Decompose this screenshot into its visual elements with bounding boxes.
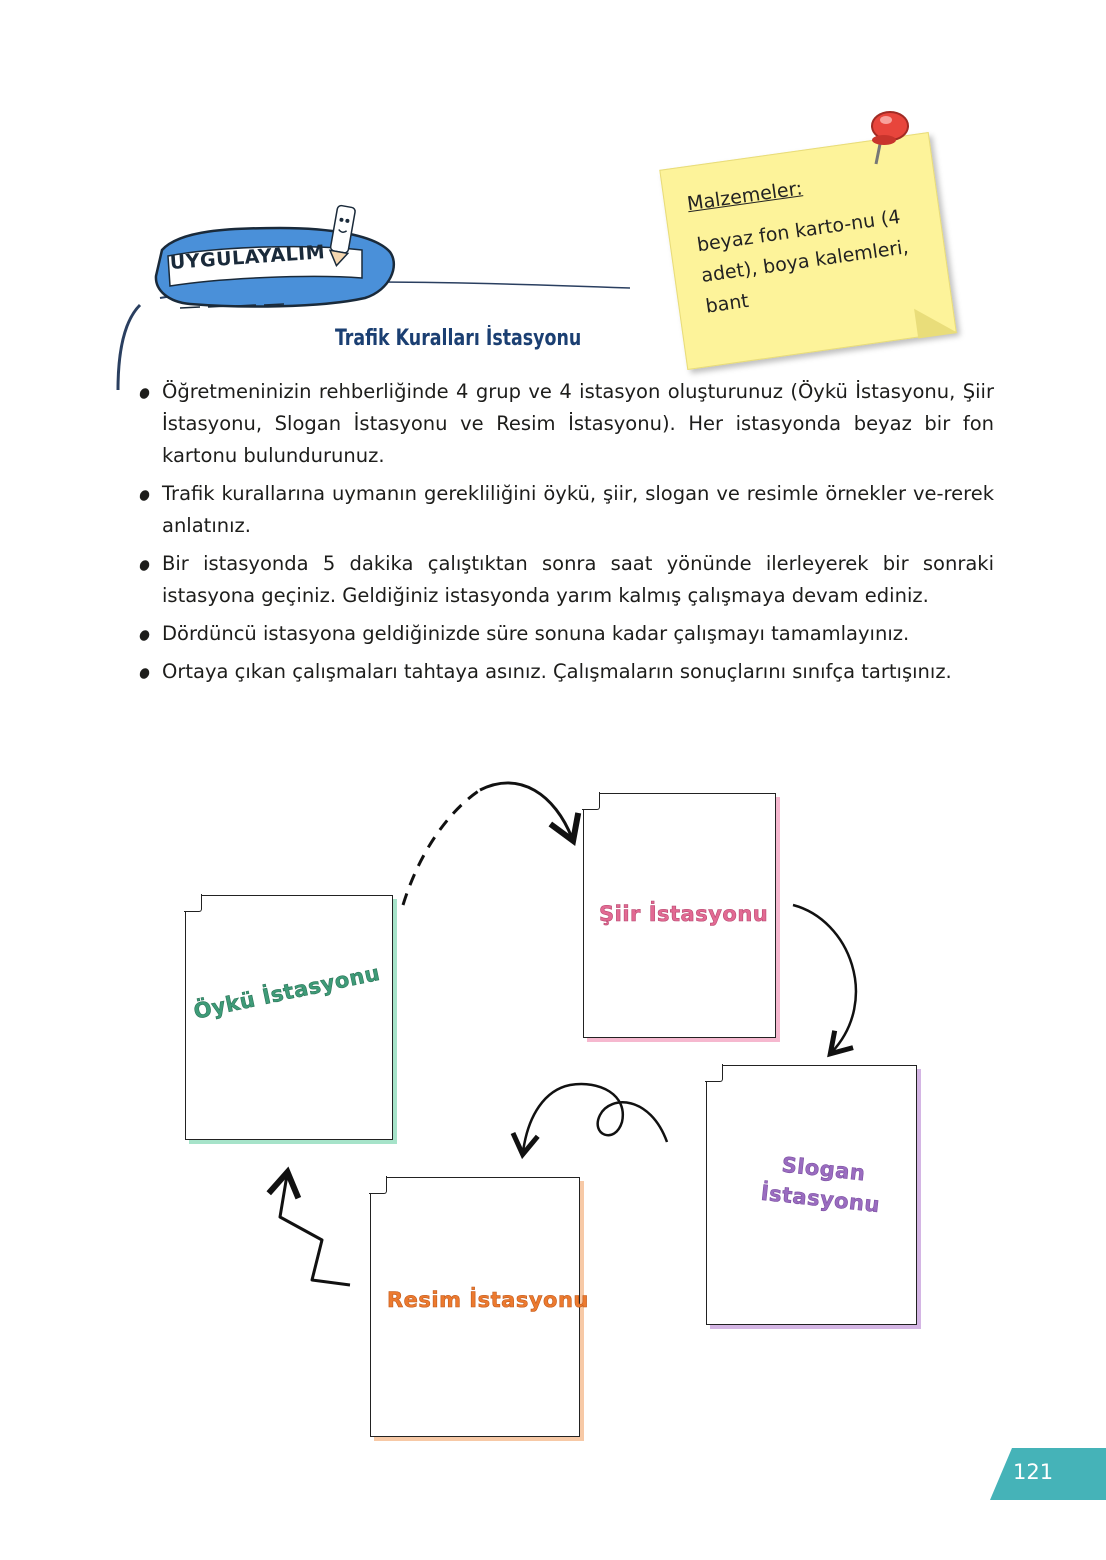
station-label-oyku: Öykü İstasyonu [191, 960, 383, 1024]
page-title: Trafik Kuralları İstasyonu [335, 326, 582, 351]
page-number: 121 [1013, 1460, 1054, 1484]
list-item: Trafik kurallarına uymanın gerekliliğini öykü, şiir, slogan ve resimle örnekler ve-rerek anlatınız. [138, 478, 994, 542]
station-card-resim [370, 1177, 589, 1437]
corner-fold [582, 792, 600, 810]
corner-fold [369, 1176, 387, 1194]
station-card-oyku [185, 895, 393, 1140]
list-item: Öğretmeninizin rehberliğinde 4 grup ve 4 istasyon oluşturunuz (Öykü İstasyonu, Şiir İstasyonu, Slogan İstasyonu ve Resim İstasyonu). Her istasyonda beyaz bir fon kartonu bulundurunuz. [138, 376, 994, 472]
station-card-slogan [706, 1065, 917, 1325]
station-label-siir: Şiir İstasyonu [599, 902, 769, 926]
materials-heading: Malzemeler: [685, 177, 804, 216]
materials-body: beyaz fon karto-nu (4 adet), boya kalemleri, bant [695, 205, 910, 318]
station-card-siir [583, 793, 776, 1038]
corner-fold [184, 894, 202, 912]
corner-fold [705, 1064, 723, 1082]
station-label-slogan: Slogan İstasyonu [759, 1152, 882, 1218]
banner-label: UYGULAYALIM [169, 241, 326, 274]
list-item: Dördüncü istasyona geldiğinizde süre sonuna kadar çalışmayı tamamlayınız. [138, 618, 994, 650]
list-item: Bir istasyonda 5 dakika çalıştıktan sonra saat yönünde ilerleyerek bir sonraki istasyona geçiniz. Geldiğiniz istasyonda yarım kalmış çalışmaya devam ediniz. [138, 548, 994, 612]
list-item: Ortaya çıkan çalışmaları tahtaya asınız. Çalışmaların sonuçlarını sınıfça tartışınız. [138, 656, 994, 688]
station-label-resim: Resim İstasyonu [387, 1288, 589, 1312]
